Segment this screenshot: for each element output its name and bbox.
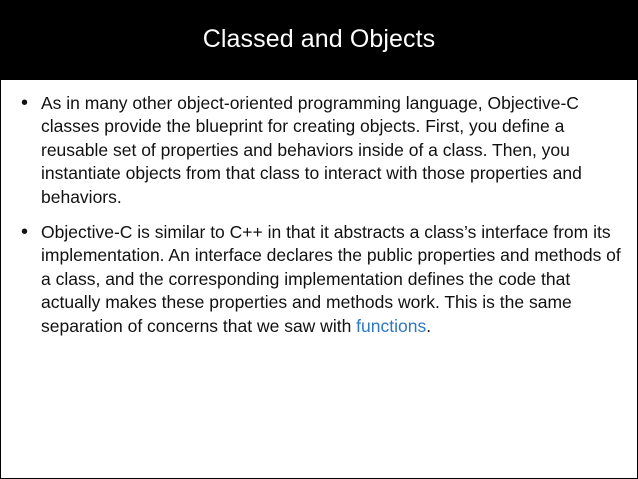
- title-bar: [1, 1, 637, 80]
- bullet-text-1: As in many other object-oriented programming language, Objective-C classes provide the blueprint for creating objects. First, you define a reusable set of properties and behaviors inside of a class. Then, you instantiate objects from that class to interact with those properties and behaviors.: [41, 93, 582, 207]
- bullet-text-2-end: .: [426, 315, 432, 336]
- bullet-item-1: [20, 92, 624, 209]
- slide-body: [20, 92, 624, 338]
- slide-title: Classed and Objects: [202, 25, 436, 53]
- bullet-dot-icon: •: [21, 92, 29, 114]
- bullet-text-2: Objective-C is similar to C++ in that it abstracts a class’s interface from its implementation. An interface declares the public properties and methods of a class, and the corresponding implementation defines the code that actually makes these properties and methods work. This is the same separation of concerns that we saw with: [41, 222, 621, 336]
- functions-link[interactable]: functions: [356, 315, 427, 336]
- bullet-item-2: [20, 221, 624, 338]
- bullet-dot-icon: •: [21, 221, 29, 244]
